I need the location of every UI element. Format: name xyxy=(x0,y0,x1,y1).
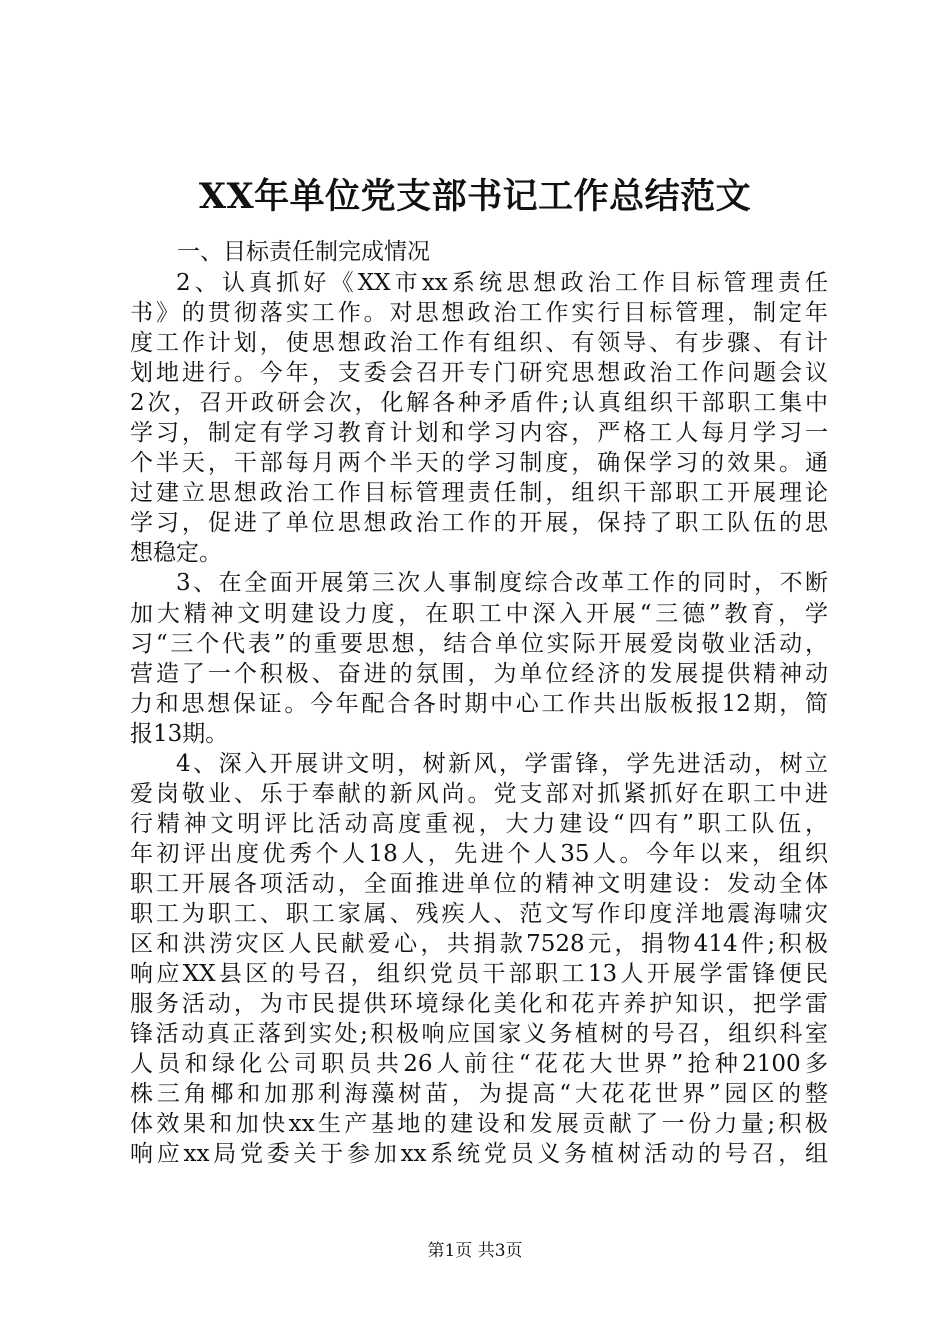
text-line: 职工为职工、职工家属、残疾人、范文写作印度洋地震海啸灾 xyxy=(130,900,828,927)
text-line: 锋活动真正落到实处;积极响应国家义务植树的号召，组织科室 xyxy=(130,1021,828,1048)
text-line: 体效果和加快xx生产基地的建设和发展贡献了一份力量;积极 xyxy=(130,1111,828,1138)
text-line: 3、在全面开展第三次人事制度综合改革工作的同时，不断 xyxy=(176,570,828,597)
text-line: 营造了一个积极、奋进的氛围，为单位经济的发展提供精神动 xyxy=(130,660,828,687)
text-line: 2次，召开政研会次，化解各种矛盾件;认真组织干部职工集中 xyxy=(130,390,828,417)
text-line: 2、认真抓好《XX市xx系统思想政治工作目标管理责任 xyxy=(176,270,828,296)
document-body xyxy=(130,268,828,1169)
text-line: 服务活动，为市民提供环境绿化美化和花卉养护知识，把学雷 xyxy=(130,991,828,1018)
text-line: 区和洪涝灾区人民献爱心，共捐款7528元，捐物414件;积极 xyxy=(130,931,828,958)
text-line: 个半天，干部每月两个半天的学习制度，确保学习的效果。通 xyxy=(130,450,828,477)
text-line: 力和思想保证。今年配合各时期中心工作共出版板报12期，简 xyxy=(130,690,828,717)
text-line: 职工开展各项活动，全面推进单位的精神文明建设：发动全体 xyxy=(130,870,828,897)
text-line: 人员和绿化公司职员共26人前往“花花大世界”抢种2100多 xyxy=(130,1051,828,1078)
text-line: 划地进行。今年，支委会召开专门研究思想政治工作问题会议 xyxy=(130,360,828,387)
text-line: 行精神文明评比活动高度重视，大力建设“四有”职工队伍， xyxy=(130,810,828,837)
text-line: 报13期。 xyxy=(130,720,229,747)
text-line: 株三角椰和加那利海藻树苗，为提高“大花花世界”园区的整 xyxy=(130,1081,828,1108)
text-line: 响应XX县区的号召，组织党员干部职工13人开展学雷锋便民 xyxy=(130,961,828,988)
paragraph xyxy=(130,568,828,748)
text-line: 过建立思想政治工作目标管理责任制，组织干部职工开展理论 xyxy=(130,480,828,507)
text-line: 响应xx局党委关于参加xx系统党员义务植树活动的号召，组 xyxy=(130,1141,828,1168)
text-line: 学习，制定有学习教育计划和学习内容，严格工人每月学习一 xyxy=(130,420,828,447)
text-line: 学习，促进了单位思想政治工作的开展，保持了职工队伍的思 xyxy=(130,510,828,537)
text-line: 想稳定。 xyxy=(130,540,222,567)
paragraph xyxy=(130,268,828,568)
text-line: 度工作计划，使思想政治工作有组织、有领导、有步骤、有计 xyxy=(130,330,828,357)
text-line: 爱岗敬业、乐于奉献的新风尚。党支部对抓紧抓好在职工中进 xyxy=(130,780,828,807)
text-line: 书》的贯彻落实工作。对思想政治工作实行目标管理，制定年 xyxy=(130,300,828,327)
text-line: 4、深入开展讲文明，树新风，学雷锋，学先进活动，树立 xyxy=(176,750,828,777)
text-line: 加大精神文明建设力度，在职工中深入开展“三德”教育，学 xyxy=(130,600,828,627)
document-title: XX年单位党支部书记工作总结范文 xyxy=(198,176,752,217)
section-heading: 一、目标责任制完成情况 xyxy=(177,239,430,265)
text-line: 年初评出度优秀个人18人，先进个人35人。今年以来，组织 xyxy=(130,840,828,867)
text-line: 习“三个代表”的重要思想，结合单位实际开展爱岗敬业活动， xyxy=(130,630,828,657)
paragraph xyxy=(130,749,828,1170)
page-indicator: 第1页 共3页 xyxy=(427,1241,523,1261)
